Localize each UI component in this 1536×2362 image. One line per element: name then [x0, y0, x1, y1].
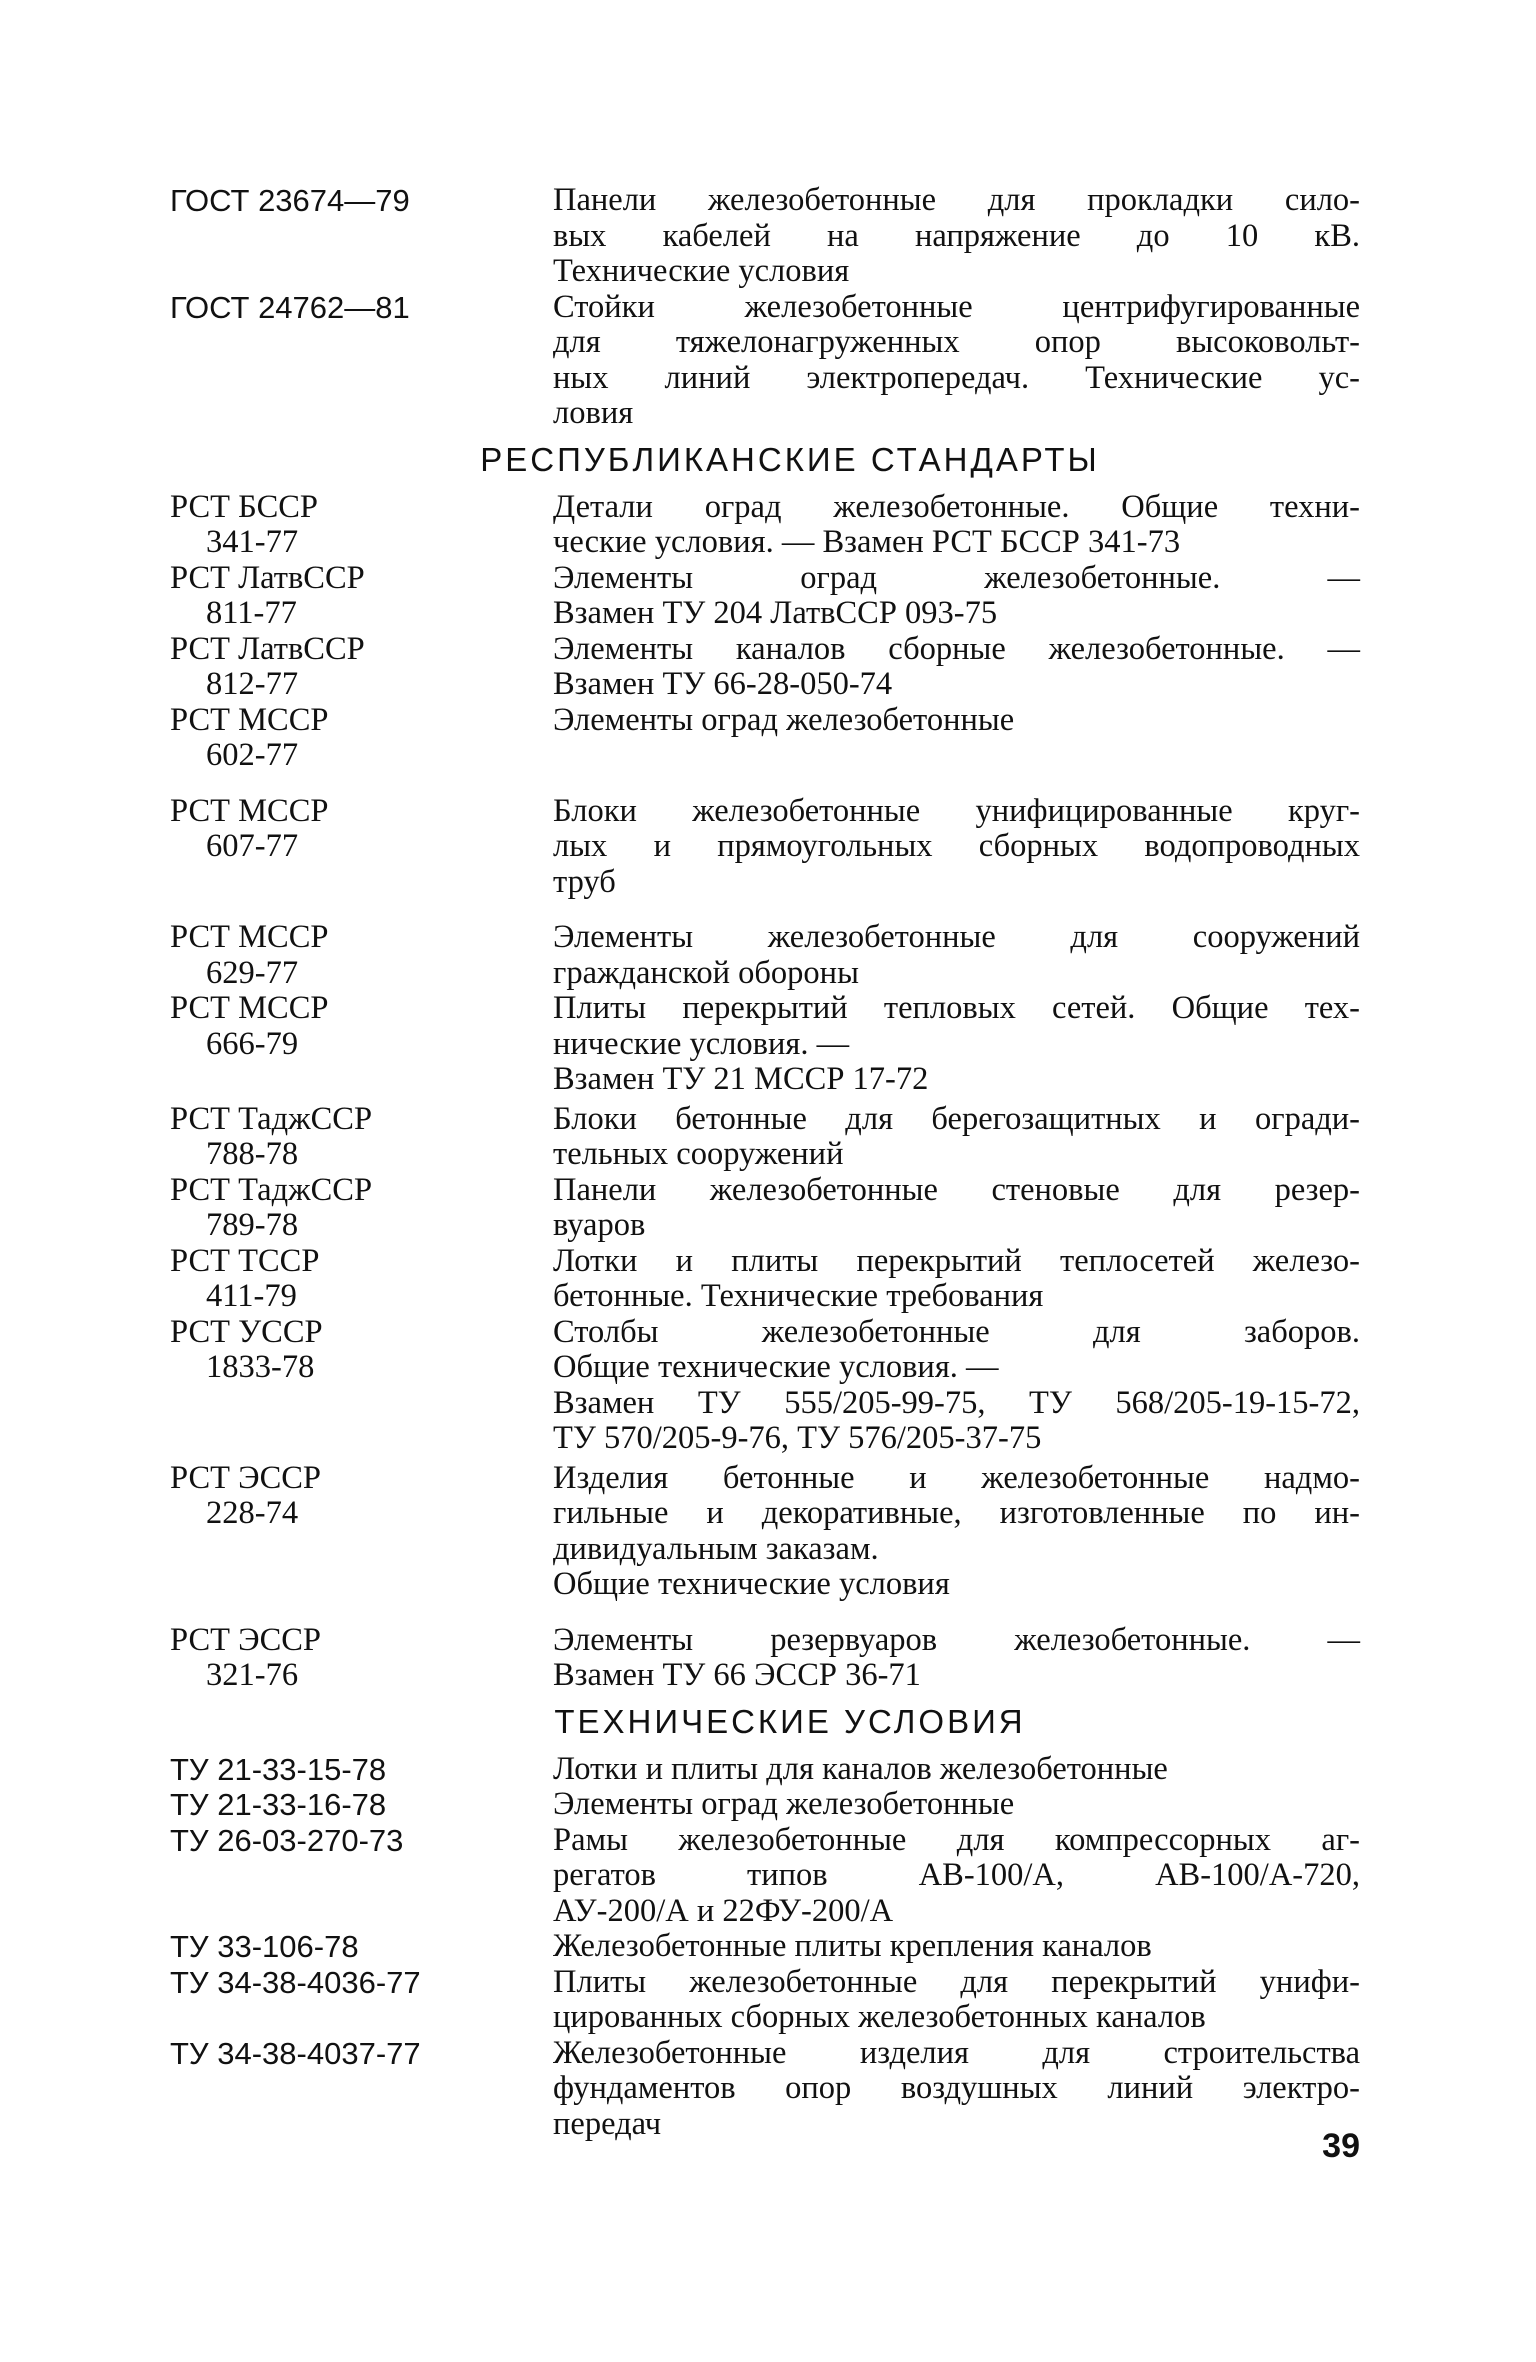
entry-description: [553, 1929, 1360, 1965]
description-line: Элементы оград железобетонные: [553, 701, 1015, 738]
document-code: [170, 2036, 553, 2072]
entry-description: [553, 490, 1360, 561]
standard-entry: [170, 703, 1360, 774]
page-content: [170, 183, 1360, 2142]
document-code: [170, 1752, 553, 1788]
standard-entry: [170, 1787, 1360, 1823]
description-line: Стойки железобетонные центрифугированные: [553, 288, 1360, 325]
description-line: Детали оград железобетонные. Общие техни-: [553, 488, 1360, 525]
description-line: Блоки железобетонные унифицированные круг-: [553, 792, 1360, 829]
code-number: 602-77: [206, 737, 299, 773]
code-label: ТУ 34-38-4036-77: [170, 1964, 421, 2000]
standard-entry: [170, 1929, 1360, 1965]
code-label: РСТ ЭССР: [170, 1459, 322, 1496]
standard-entry: [170, 1244, 1360, 1315]
document-code: [170, 1929, 553, 1965]
standard-entry: [170, 1102, 1360, 1173]
description-line: труб: [553, 863, 616, 900]
description-line: ных линий электропередач. Технические ус-: [553, 359, 1360, 396]
code-label: РСТ ЭССР: [170, 1621, 322, 1658]
description-line: Плиты железобетонные для перекрытий унифи-: [553, 1963, 1360, 2000]
entry-description: [553, 703, 1360, 739]
document-code: [170, 490, 553, 561]
standard-entry: [170, 1173, 1360, 1244]
document-code: [170, 991, 553, 1062]
description-line: Блоки бетонные для берегозащитных и огради-: [553, 1100, 1360, 1137]
standard-entry: [170, 490, 1360, 561]
description-line: Столбы железобетонные для заборов.: [553, 1313, 1360, 1350]
code-number: 629-77: [206, 954, 299, 991]
code-label: РСТ ЛатвССР: [170, 559, 365, 596]
code-number: 788-78: [206, 1136, 299, 1172]
code-label: РСТ ТаджССР: [170, 1171, 373, 1208]
description-line: Лотки и плиты перекрытий теплосетей железо-: [553, 1242, 1360, 1279]
code-label: РСТ МССР: [170, 792, 329, 829]
description-line: бетонные. Технические требования: [553, 1278, 1044, 1314]
standard-entry: [170, 920, 1360, 991]
code-number: 607-77: [206, 828, 299, 864]
description-line: лых и прямоугольных сборных водопроводных: [553, 828, 1360, 864]
description-line: гражданской обороны: [553, 954, 859, 991]
code-label: ТУ 26-03-270-73: [170, 1822, 404, 1858]
description-line: нические условия. —: [553, 1025, 850, 1062]
document-code: [170, 1173, 553, 1244]
standard-entry: [170, 1823, 1360, 1930]
standard-entry: [170, 561, 1360, 632]
description-line: Рамы железобетонные для компрессорных аг-: [553, 1821, 1360, 1858]
section-title-technical-conditions: ТЕХНИЧЕСКИЕ УСЛОВИЯ: [554, 1702, 1026, 1740]
code-label: РСТ ТССР: [170, 1242, 320, 1279]
description-line: Взамен ТУ 204 ЛатвССР 093-75: [553, 595, 998, 631]
code-label: РСТ БССР: [170, 488, 318, 525]
description-line: Технические условия: [553, 253, 850, 289]
description-line: Плиты перекрытий тепловых сетей. Общие тех-: [553, 990, 1360, 1026]
standard-entry: [170, 794, 1360, 901]
entry-description: [553, 1173, 1360, 1244]
standard-entry: [170, 1752, 1360, 1788]
document-code: [170, 183, 553, 219]
description-line: для тяжелонагруженных опор высоковольт-: [553, 324, 1360, 360]
description-line: ческие условия. — Взамен РСТ БССР 341-73: [553, 524, 1181, 560]
republic-standards-section: [170, 490, 1360, 1694]
description-line: вуаров: [553, 1207, 646, 1243]
code-label: ГОСТ 24762—81: [170, 289, 410, 325]
code-label: РСТ МССР: [170, 701, 329, 738]
standard-entry: [170, 290, 1360, 432]
description-line: Панели железобетонные стеновые для резер-: [553, 1171, 1360, 1208]
description-line: дивидуальным заказам.: [553, 1530, 879, 1567]
description-line: Элементы железобетонные для сооружений: [553, 919, 1360, 955]
document-code: [170, 920, 553, 991]
description-line: передач: [553, 2105, 662, 2142]
entry-description: [553, 1102, 1360, 1173]
standard-entry: [170, 991, 1360, 1098]
entry-description: [553, 2036, 1360, 2143]
page-number: 39: [1322, 2127, 1360, 2165]
description-line: Общие технические условия. —: [553, 1349, 999, 1385]
entry-description: [553, 1752, 1360, 1788]
description-line: Лотки и плиты для каналов железобетонные: [553, 1750, 1168, 1787]
entry-description: [553, 1244, 1360, 1315]
document-code: [170, 794, 553, 865]
description-line: Элементы оград железобетонные. —: [553, 559, 1360, 596]
code-number: 411-79: [206, 1278, 297, 1314]
code-number: 228-74: [206, 1495, 299, 1531]
entry-description: [553, 1787, 1360, 1823]
entry-description: [553, 290, 1360, 432]
entry-description: [553, 632, 1360, 703]
description-line: АУ-200/А и 22ФУ-200/А: [553, 1892, 894, 1929]
description-line: гильные и декоративные, изготовленные по ин-: [553, 1495, 1360, 1531]
technical-conditions-section: [170, 1752, 1360, 2143]
code-label: ГОСТ 23674—79: [170, 183, 410, 218]
entry-description: [553, 1965, 1360, 2036]
document-code: [170, 703, 553, 774]
document-code: [170, 561, 553, 632]
code-label: ТУ 34-38-4037-77: [170, 2035, 421, 2071]
entry-description: [553, 561, 1360, 632]
code-number: 789-78: [206, 1207, 299, 1243]
document-code: [170, 1102, 553, 1173]
code-number: 321-76: [206, 1657, 299, 1693]
description-line: Взамен ТУ 66-28-050-74: [553, 666, 893, 702]
code-label: РСТ ЛатвССР: [170, 630, 365, 667]
description-line: Взамен ТУ 21 МССР 17-72: [553, 1061, 929, 1097]
entry-description: [553, 1461, 1360, 1603]
description-line: Взамен ТУ 66 ЭССР 36-71: [553, 1657, 921, 1693]
description-line: фундаментов опор воздушных линий электро-: [553, 2070, 1360, 2106]
code-label: РСТ МССР: [170, 919, 329, 955]
description-line: Общие технические условия: [553, 1566, 950, 1602]
gost-section: [170, 183, 1360, 432]
code-number: 341-77: [206, 524, 299, 560]
entry-description: [553, 1623, 1360, 1694]
document-code: [170, 1787, 553, 1823]
entry-description: [553, 794, 1360, 901]
entry-description: [553, 991, 1360, 1098]
description-line: Панели железобетонные для прокладки сило-: [553, 182, 1360, 218]
code-label: ТУ 21-33-16-78: [170, 1787, 387, 1822]
entry-description: [553, 183, 1360, 290]
description-line: ловия: [553, 395, 634, 431]
description-line: Взамен ТУ 555/205-99-75, ТУ 568/205-19-15-72,: [553, 1384, 1360, 1421]
code-number: 812-77: [206, 666, 299, 702]
document-code: [170, 1461, 553, 1532]
standard-entry: [170, 1461, 1360, 1603]
standard-entry: [170, 1623, 1360, 1694]
standard-entry: [170, 183, 1360, 290]
code-number: 811-77: [206, 595, 297, 631]
document-code: [170, 290, 553, 326]
section-title-republic-standards: РЕСПУБЛИКАНСКИЕ СТАНДАРТЫ: [480, 440, 1100, 478]
code-label: ТУ 21-33-15-78: [170, 1751, 387, 1787]
document-code: [170, 632, 553, 703]
code-number: 1833-78: [206, 1349, 315, 1385]
standard-entry: [170, 1315, 1360, 1457]
standard-entry: [170, 632, 1360, 703]
standard-entry: [170, 1965, 1360, 2036]
description-line: Элементы резервуаров железобетонные. —: [553, 1621, 1360, 1658]
document-code: [170, 1965, 553, 2001]
entry-description: [553, 920, 1360, 991]
entry-description: [553, 1823, 1360, 1930]
code-label: РСТ ТаджССР: [170, 1100, 373, 1137]
description-line: ТУ 570/205-9-76, ТУ 576/205-37-75: [553, 1420, 1042, 1456]
description-line: регатов типов АВ-100/А, АВ-100/А-720,: [553, 1857, 1360, 1893]
code-label: РСТ УССР: [170, 1313, 323, 1350]
description-line: Изделия бетонные и железобетонные надмо-: [553, 1459, 1360, 1496]
entry-description: [553, 1315, 1360, 1457]
document-code: [170, 1623, 553, 1694]
description-line: Элементы каналов сборные железобетонные. —: [553, 630, 1360, 667]
description-line: вых кабелей на напряжение до 10 кВ.: [553, 217, 1360, 254]
document-code: [170, 1823, 553, 1859]
code-label: РСТ МССР: [170, 990, 329, 1026]
description-line: Железобетонные плиты крепления каналов: [553, 1928, 1152, 1964]
code-number: 666-79: [206, 1025, 299, 1062]
document-code: [170, 1244, 553, 1315]
description-line: цированных сборных железобетонных каналов: [553, 1999, 1206, 2035]
description-line: Железобетонные изделия для строительства: [553, 2034, 1360, 2071]
code-label: ТУ 33-106-78: [170, 1929, 359, 1964]
document-code: [170, 1315, 553, 1386]
standard-entry: [170, 2036, 1360, 2143]
description-line: Элементы оград железобетонные: [553, 1786, 1015, 1822]
description-line: тельных сооружений: [553, 1136, 844, 1172]
